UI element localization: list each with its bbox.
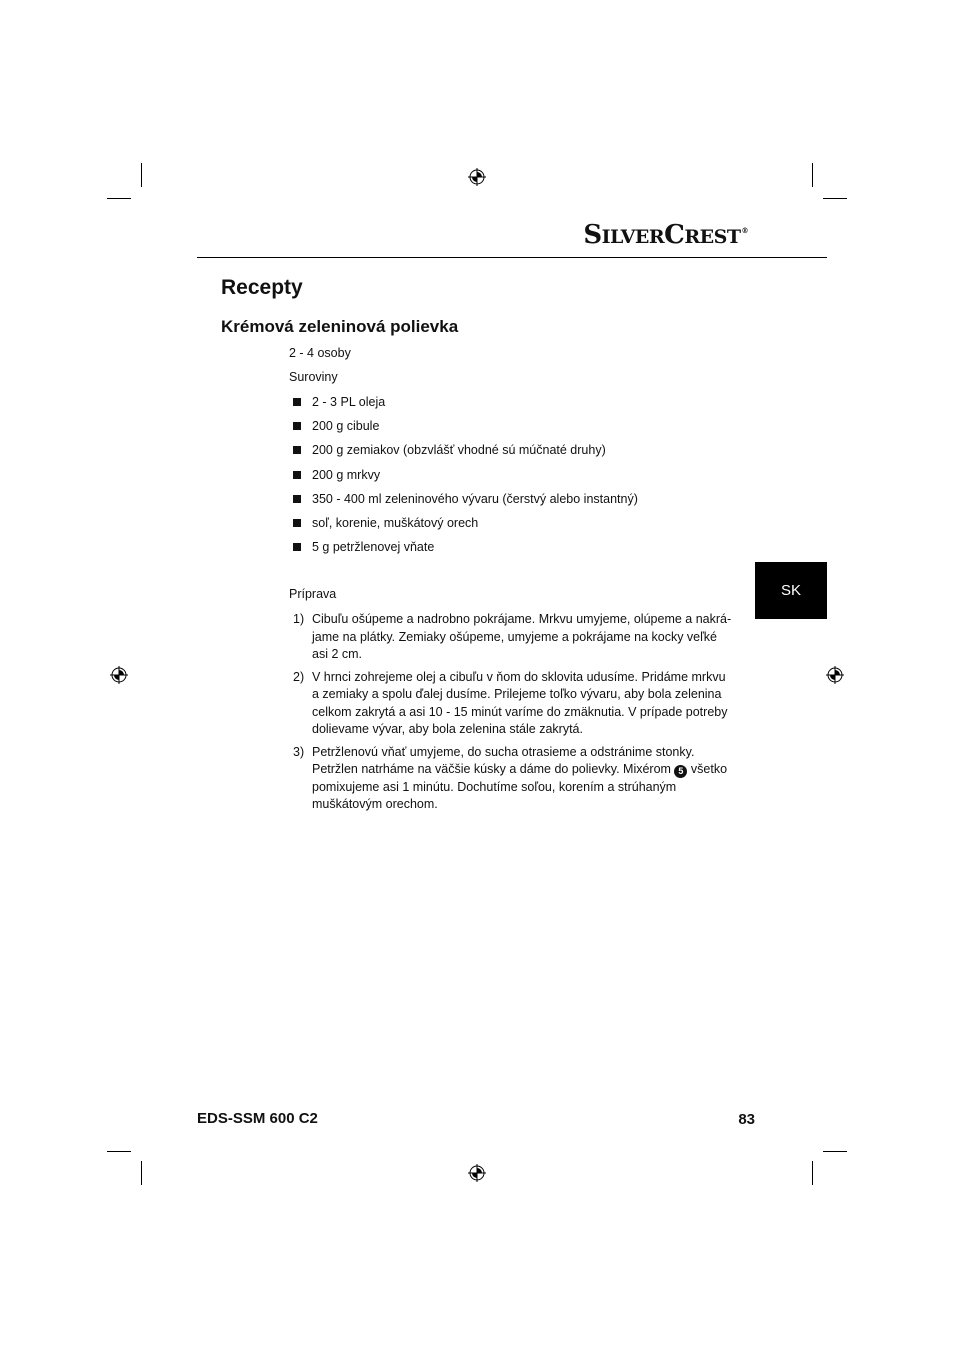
ingredient-text: 200 g mrkvy bbox=[312, 467, 381, 482]
list-item bbox=[292, 418, 712, 442]
ingredients-list bbox=[292, 394, 712, 563]
footer-model: EDS-SSM 600 C2 bbox=[197, 1110, 318, 1127]
bullet-icon bbox=[293, 446, 301, 454]
step-text-continued: všetko pomixujeme asi 1 minútu. Dochutíme soľou, korením a strúhaným muškátovým orechom. bbox=[312, 762, 728, 811]
registration-mark-icon bbox=[468, 168, 486, 186]
bullet-icon bbox=[293, 398, 301, 406]
ingredient-text: 200 g cibule bbox=[312, 419, 380, 434]
list-item bbox=[292, 515, 712, 539]
mixer-part-number-badge: 5 bbox=[674, 765, 687, 778]
crop-mark bbox=[107, 198, 131, 199]
step-number: 3) bbox=[293, 744, 305, 759]
preparation-steps bbox=[289, 611, 733, 819]
language-tab-label: SK bbox=[780, 582, 801, 599]
ingredient-text: 5 g petržlenovej vňate bbox=[312, 540, 435, 555]
ingredient-text: 2 - 3 PL oleja bbox=[312, 395, 386, 409]
header-rule bbox=[197, 257, 827, 258]
silvercrest-logo: SILVERCREST® bbox=[583, 220, 748, 250]
step-text: Cibuľu ošúpeme a nadrobno pokrájame. Mrkvu umyjeme, olúpeme a nakrá-jame na plátky. Zemiaky ošúpeme, umyjeme a pokrájame na kocky veľké asi 2 cm. bbox=[312, 612, 732, 661]
step-number: 1) bbox=[293, 612, 305, 626]
crop-mark bbox=[141, 1161, 142, 1185]
step-item bbox=[289, 669, 733, 739]
bullet-icon bbox=[293, 543, 301, 551]
crop-mark bbox=[141, 163, 142, 187]
ingredient-text: 200 g zemiakov (obzvlášť vhodné sú múčnaté druhy) bbox=[312, 443, 606, 458]
list-item bbox=[292, 442, 712, 466]
bullet-icon bbox=[293, 519, 301, 527]
ingredient-text: 350 - 400 ml zeleninového vývaru (čerstvý alebo instantný) bbox=[312, 491, 638, 506]
list-item bbox=[292, 491, 712, 515]
bullet-icon bbox=[293, 495, 301, 503]
registration-mark-icon bbox=[468, 1164, 486, 1182]
list-item bbox=[292, 467, 712, 491]
page-number: 83 bbox=[738, 1111, 755, 1128]
crop-mark bbox=[823, 1151, 847, 1152]
recipe-title: Krémová zeleninová polievka bbox=[221, 317, 459, 336]
crop-mark bbox=[107, 1151, 131, 1152]
step-item bbox=[289, 611, 733, 664]
list-item bbox=[292, 539, 712, 563]
language-tab bbox=[755, 562, 827, 619]
bullet-icon bbox=[293, 422, 301, 430]
step-text: V hrnci zohrejeme olej a cibuľu v ňom do sklovita udusíme. Pridáme mrkvu a zemiaky a spolu ďalej dusíme. Prilejeme toľko vývaru, aby bola zelenina celkom zakrytá a asi 10 - 15 minút varíme do zmäknutia. V prípade potreby dolievame vývar, aby bola zelenina stále zakrytá. bbox=[312, 669, 728, 736]
ingredients-heading: Suroviny bbox=[289, 370, 338, 384]
crop-mark bbox=[812, 163, 813, 187]
servings: 2 - 4 osoby bbox=[289, 346, 351, 360]
bullet-icon bbox=[293, 471, 301, 479]
list-item bbox=[292, 394, 712, 418]
page-title: Recepty bbox=[221, 276, 303, 299]
step-text: Petržlenovú vňať umyjeme, do sucha otrasieme a odstránime stonky. Petržlen natrháme na väčšie kúsky a dáme do polievky. Mixérom bbox=[312, 744, 695, 776]
ingredient-text: soľ, korenie, muškátový orech bbox=[312, 515, 479, 530]
step-number: 2) bbox=[293, 669, 305, 684]
crop-mark bbox=[823, 198, 847, 199]
registration-mark-icon bbox=[826, 666, 844, 684]
crop-mark bbox=[812, 1161, 813, 1185]
preparation-heading: Príprava bbox=[289, 587, 337, 601]
registration-mark-icon bbox=[110, 666, 128, 684]
step-item bbox=[289, 744, 733, 814]
